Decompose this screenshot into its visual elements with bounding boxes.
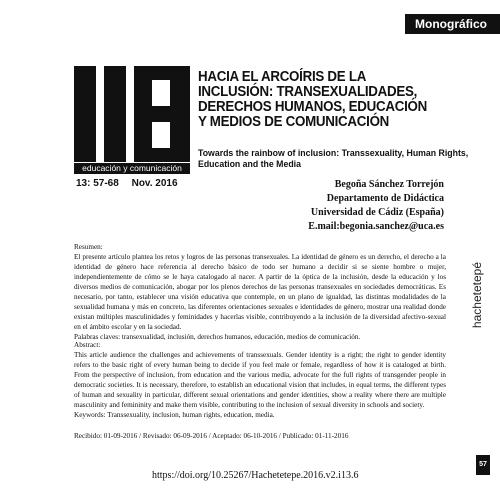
article-title-en: Towards the rainbow of inclusion: Transsexuality, Human Rights, Education and the Media bbox=[198, 148, 469, 170]
section-tag: Monográfico bbox=[405, 14, 500, 34]
author-name: Begoña Sánchez Torrejón bbox=[334, 179, 444, 190]
abstract-label: Abstract: bbox=[74, 341, 101, 349]
journal-side-name: hachetetepé bbox=[470, 262, 484, 329]
article-title-es: HACIA EL ARCOÍRIS DE LA INCLUSIÓN: TRANSEXUALIDADES, DERECHOS HUMANOS, EDUCACIÓN Y MEDIOS DE COMUNICACIÓN bbox=[198, 69, 427, 130]
issue-date: Nov. 2016 bbox=[131, 178, 178, 189]
logo-mark bbox=[74, 66, 190, 162]
journal-logo bbox=[74, 66, 190, 174]
author-email[interactable]: E.mail:begonia.sanchez@uca.es bbox=[308, 221, 444, 232]
author-university: Universidad de Cádiz (España) bbox=[310, 207, 444, 218]
issue-info bbox=[76, 178, 188, 189]
resumen-text: El presente artículo plantea los retos y logros de las personas transexuales. La identidad de género es un derecho, el derecho a la identidad de género hace referencia al derecho básico de todo ser humano a decidir si se siente hombre o mujer, independientemente de cómo se le haya catalogado al nacer. A partir de la óptica de la inclusión, desde la educación y los diversos medios de comunicación, abogar por los plenos derechos de las personas transexuales en sociedades democráticas. Es necesario, por tanto, establecer una visión educativa que contemple, en un plano de igualdad, las distintas modalidades de la sexualidad humana y más en concreto, las diferentes orientaciones sexuales e identidades de género, mostrar una realidad donde existan múltiples masculinidades y feminidades y hacerlas visible, contribuyendo a la inclusión de la diversidad afectivo-sexual en el ámbito escolar y en la sociedad. bbox=[74, 253, 446, 331]
resumen-keywords: Palabras claves: transexualidad, inclusión, derechos humanos, educación, medios de comunicación. bbox=[74, 333, 361, 341]
abstract-block bbox=[74, 340, 446, 420]
doi-link[interactable]: https://doi.org/10.25267/Hachetetepe.2016.v2.i13.6 bbox=[152, 470, 359, 481]
resumen-label: Resumen: bbox=[74, 243, 103, 251]
logo-caption: educación y comunicación bbox=[74, 163, 190, 174]
publication-dates: Recibido: 01-09-2016 / Revisado: 06-09-2016 / Aceptado: 06-10-2016 / Publicado: 01-11-2016 bbox=[74, 432, 349, 440]
author-department: Departamento de Didáctica bbox=[326, 193, 444, 204]
author-block bbox=[308, 178, 444, 234]
page-number: 57 bbox=[476, 455, 490, 475]
issue-number: 13: 57-68 bbox=[76, 178, 119, 189]
resumen-block bbox=[74, 242, 446, 342]
abstract-text: This article audience the challenges and achievements of transsexuals. Gender identity is a right; the right to gender identity refers to the basic right of every human being to decide if you feel male or female, regardless of how it is cataloged at birth. From the perspective of inclusion, from education and the various media, advocate for the full rights of transgender people in democratic societies. It is necessary, therefore, to establish an educational vision that includes, in equal terms, the different types of human and sexuality in particular, different sexual orientations and gender identities, show a reality where there are multiple masculinity and femininity and make them visible, contributing to the inclusion of sexual diversity in schools and society. bbox=[74, 351, 446, 409]
abstract-keywords: Keywords: Transsexuality, inclusion, human rights, education, media. bbox=[74, 411, 275, 419]
